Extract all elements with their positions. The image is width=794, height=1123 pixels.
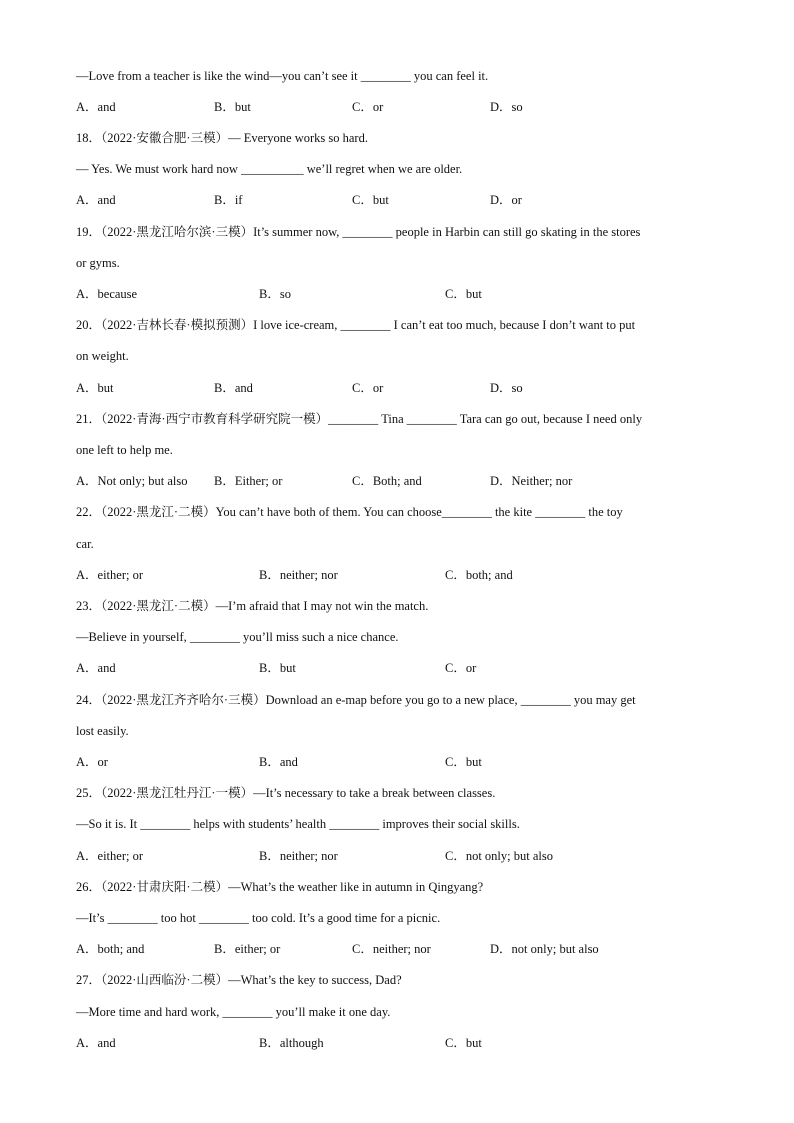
option-d: D．so [490,381,523,395]
answer-options [76,192,716,208]
option-c: C．or [352,381,384,395]
question-stem-line: — Yes. We must work hard now __________ we’ll regret when we are older. [76,162,463,176]
question-stem-line: 26．（2022·甘肃庆阳·二模）—What’s the weather like in autumn in Qingyang? [76,880,484,894]
question-stem-line: 22．（2022·黑龙江·二模）You can’t have both of them. You can choose________ the kite ________ the toy [76,505,623,519]
option-c: C．Both; and [352,474,422,488]
option-a: A．either; or [76,568,143,582]
option-d: D．not only; but also [490,942,599,956]
option-b: B．neither; nor [259,568,338,582]
option-b: B．so [259,287,291,301]
option-b: B．and [214,381,253,395]
option-c: C．but [352,193,389,207]
answer-options [76,380,716,396]
option-d: D．or [490,193,522,207]
question-stem-line: —More time and hard work, ________ you’ll make it one day. [76,1005,391,1019]
option-b: B．but [214,100,251,114]
option-c: C．neither; nor [352,942,431,956]
option-a: A．and [76,100,116,114]
answer-options [76,286,716,302]
option-c: C．but [445,1036,482,1050]
option-b: B．Either; or [214,474,283,488]
option-c: C．but [445,755,482,769]
question-stem-line: —Love from a teacher is like the wind—you can’t see it ________ you can feel it. [76,69,489,83]
question-stem-line: 19．（2022·黑龙江哈尔滨·三模）It’s summer now, ________ people in Harbin can still go skating in the stores [76,225,641,239]
answer-options [76,473,716,489]
option-d: D．so [490,100,523,114]
option-c: C．both; and [445,568,513,582]
answer-options [76,567,716,583]
option-a: A．both; and [76,942,145,956]
option-b: B．either; or [214,942,281,956]
option-b: B．but [259,661,296,675]
question-stem-line: —Believe in yourself, ________ you’ll miss such a nice chance. [76,630,399,644]
question-stem-line: lost easily. [76,724,129,738]
option-a: A．but [76,381,114,395]
option-d: D．Neither; nor [490,474,573,488]
question-stem-line: car. [76,537,94,551]
option-b: B．and [259,755,298,769]
question-stem-line: —So it is. It ________ helps with students’ health ________ improves their social skills. [76,817,520,831]
question-stem-line: on weight. [76,349,129,363]
option-a: A．and [76,193,116,207]
option-a: A．and [76,661,116,675]
answer-options [76,1035,716,1051]
option-a: A．either; or [76,849,143,863]
answer-options [76,941,716,957]
option-c: C．or [352,100,384,114]
option-b: B．neither; nor [259,849,338,863]
question-stem-line: 20．（2022·吉林长春·模拟预测）I love ice-cream, ________ I can’t eat too much, because I don’t want to put [76,318,636,332]
question-stem-line: 23．（2022·黑龙江·二模）—I’m afraid that I may not win the match. [76,599,429,613]
question-stem-line: 27．（2022·山西临汾·二模）—What’s the key to success, Dad? [76,973,402,987]
option-a: A．because [76,287,138,301]
option-a: A．or [76,755,108,769]
question-stem-line: 25．（2022·黑龙江牡丹江·一模）—It’s necessary to take a break between classes. [76,786,496,800]
option-c: C．but [445,287,482,301]
question-stem-line: or gyms. [76,256,120,270]
option-a: A．Not only; but also [76,474,188,488]
answer-options [76,754,716,770]
option-c: C．not only; but also [445,849,553,863]
answer-options [76,848,716,864]
option-b: B．although [259,1036,324,1050]
question-stem-line: one left to help me. [76,443,173,457]
answer-options [76,99,716,115]
question-stem-line: 18．（2022·安徽合肥·三模）— Everyone works so hard. [76,131,368,145]
option-c: C．or [445,661,477,675]
question-stem-line: 21．（2022·青海·西宁市教育科学研究院一模）________ Tina ________ Tara can go out, because I need only [76,412,643,426]
option-b: B．if [214,193,243,207]
option-a: A．and [76,1036,116,1050]
question-stem-line: 24．（2022·黑龙江齐齐哈尔·三模）Download an e-map before you go to a new place, ________ you may get [76,693,636,707]
answer-options [76,660,716,676]
question-stem-line: —It’s ________ too hot ________ too cold. It’s a good time for a picnic. [76,911,441,925]
